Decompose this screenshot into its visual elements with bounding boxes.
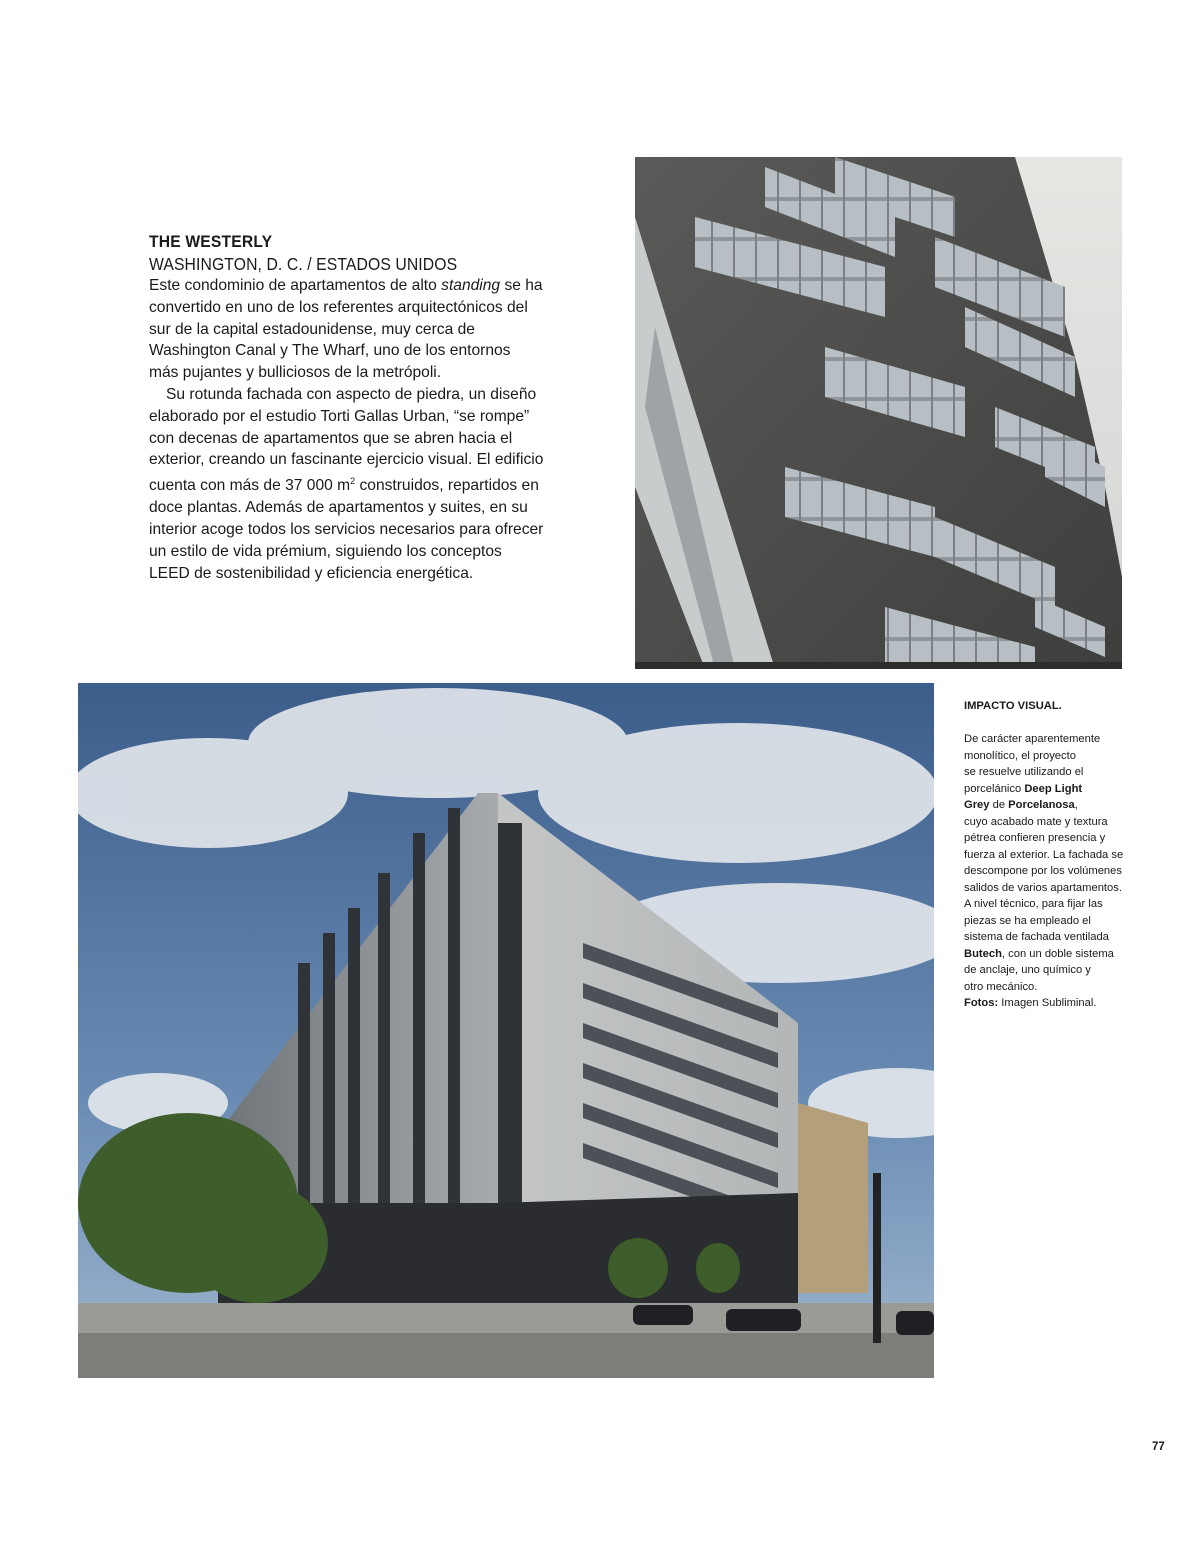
photo-credit-label: Fotos:	[964, 997, 999, 1009]
photo-caption	[964, 698, 1124, 1012]
building-exterior-photo	[78, 683, 934, 1378]
caption-title: IMPACTO VISUAL.	[964, 700, 1062, 712]
article-title: THE WESTERLY	[149, 232, 273, 251]
photo-credit: Imagen Subliminal.	[998, 997, 1097, 1009]
caption-text: De carácter aparentemente monolítico, el proyecto se resuelve utilizando el porcelánico Deep Light Grey de Porcelanosa, cuyo acabado mate y textura pétrea confieren presencia y fuerza al exterior. La fachada se descompone por los volúmenes salidos de varios apartamentos. A nivel técnico, para fijar las piezas se ha empleado el sistema de fachada ventilada Butech, con un doble sistema de anclaje, uno químico y otro mecánico. Fotos: Imagen Subliminal.	[964, 733, 1124, 1009]
article-intro	[149, 232, 544, 584]
paragraph-2: Su rotunda fachada con aspecto de piedra, un diseño elaborado por el estudio Torti Gallas Urban, “se rompe” con decenas de apartamentos que se abren hacia el exterior, creando un fascinante ejercicio visual. El edificio cuenta con más de 37 000 $m^2$ construidos, repartidos en doce plantas. Además de apartamentos y suites, en su interior acoge todos los servicios necesarios para ofrecer un estilo de vida prémium, siguiendo los conceptos LEED de sostenibilidad y eficiencia energética.	[149, 385, 544, 582]
facade-detail-photo	[635, 157, 1122, 669]
paragraph-1: Este condominio de apartamentos de alto standing se ha convertido en uno de los referentes arquitectónicos del sur de la capital estadounidense, muy cerca de Washington Canal y The Wharf, uno de los entornos más pujantes y bulliciosos de la metrópoli.	[149, 277, 543, 382]
article-location: WASHINGTON, D. C. / ESTADOS UNIDOS	[149, 254, 458, 274]
page-number: 77	[1152, 1441, 1165, 1453]
